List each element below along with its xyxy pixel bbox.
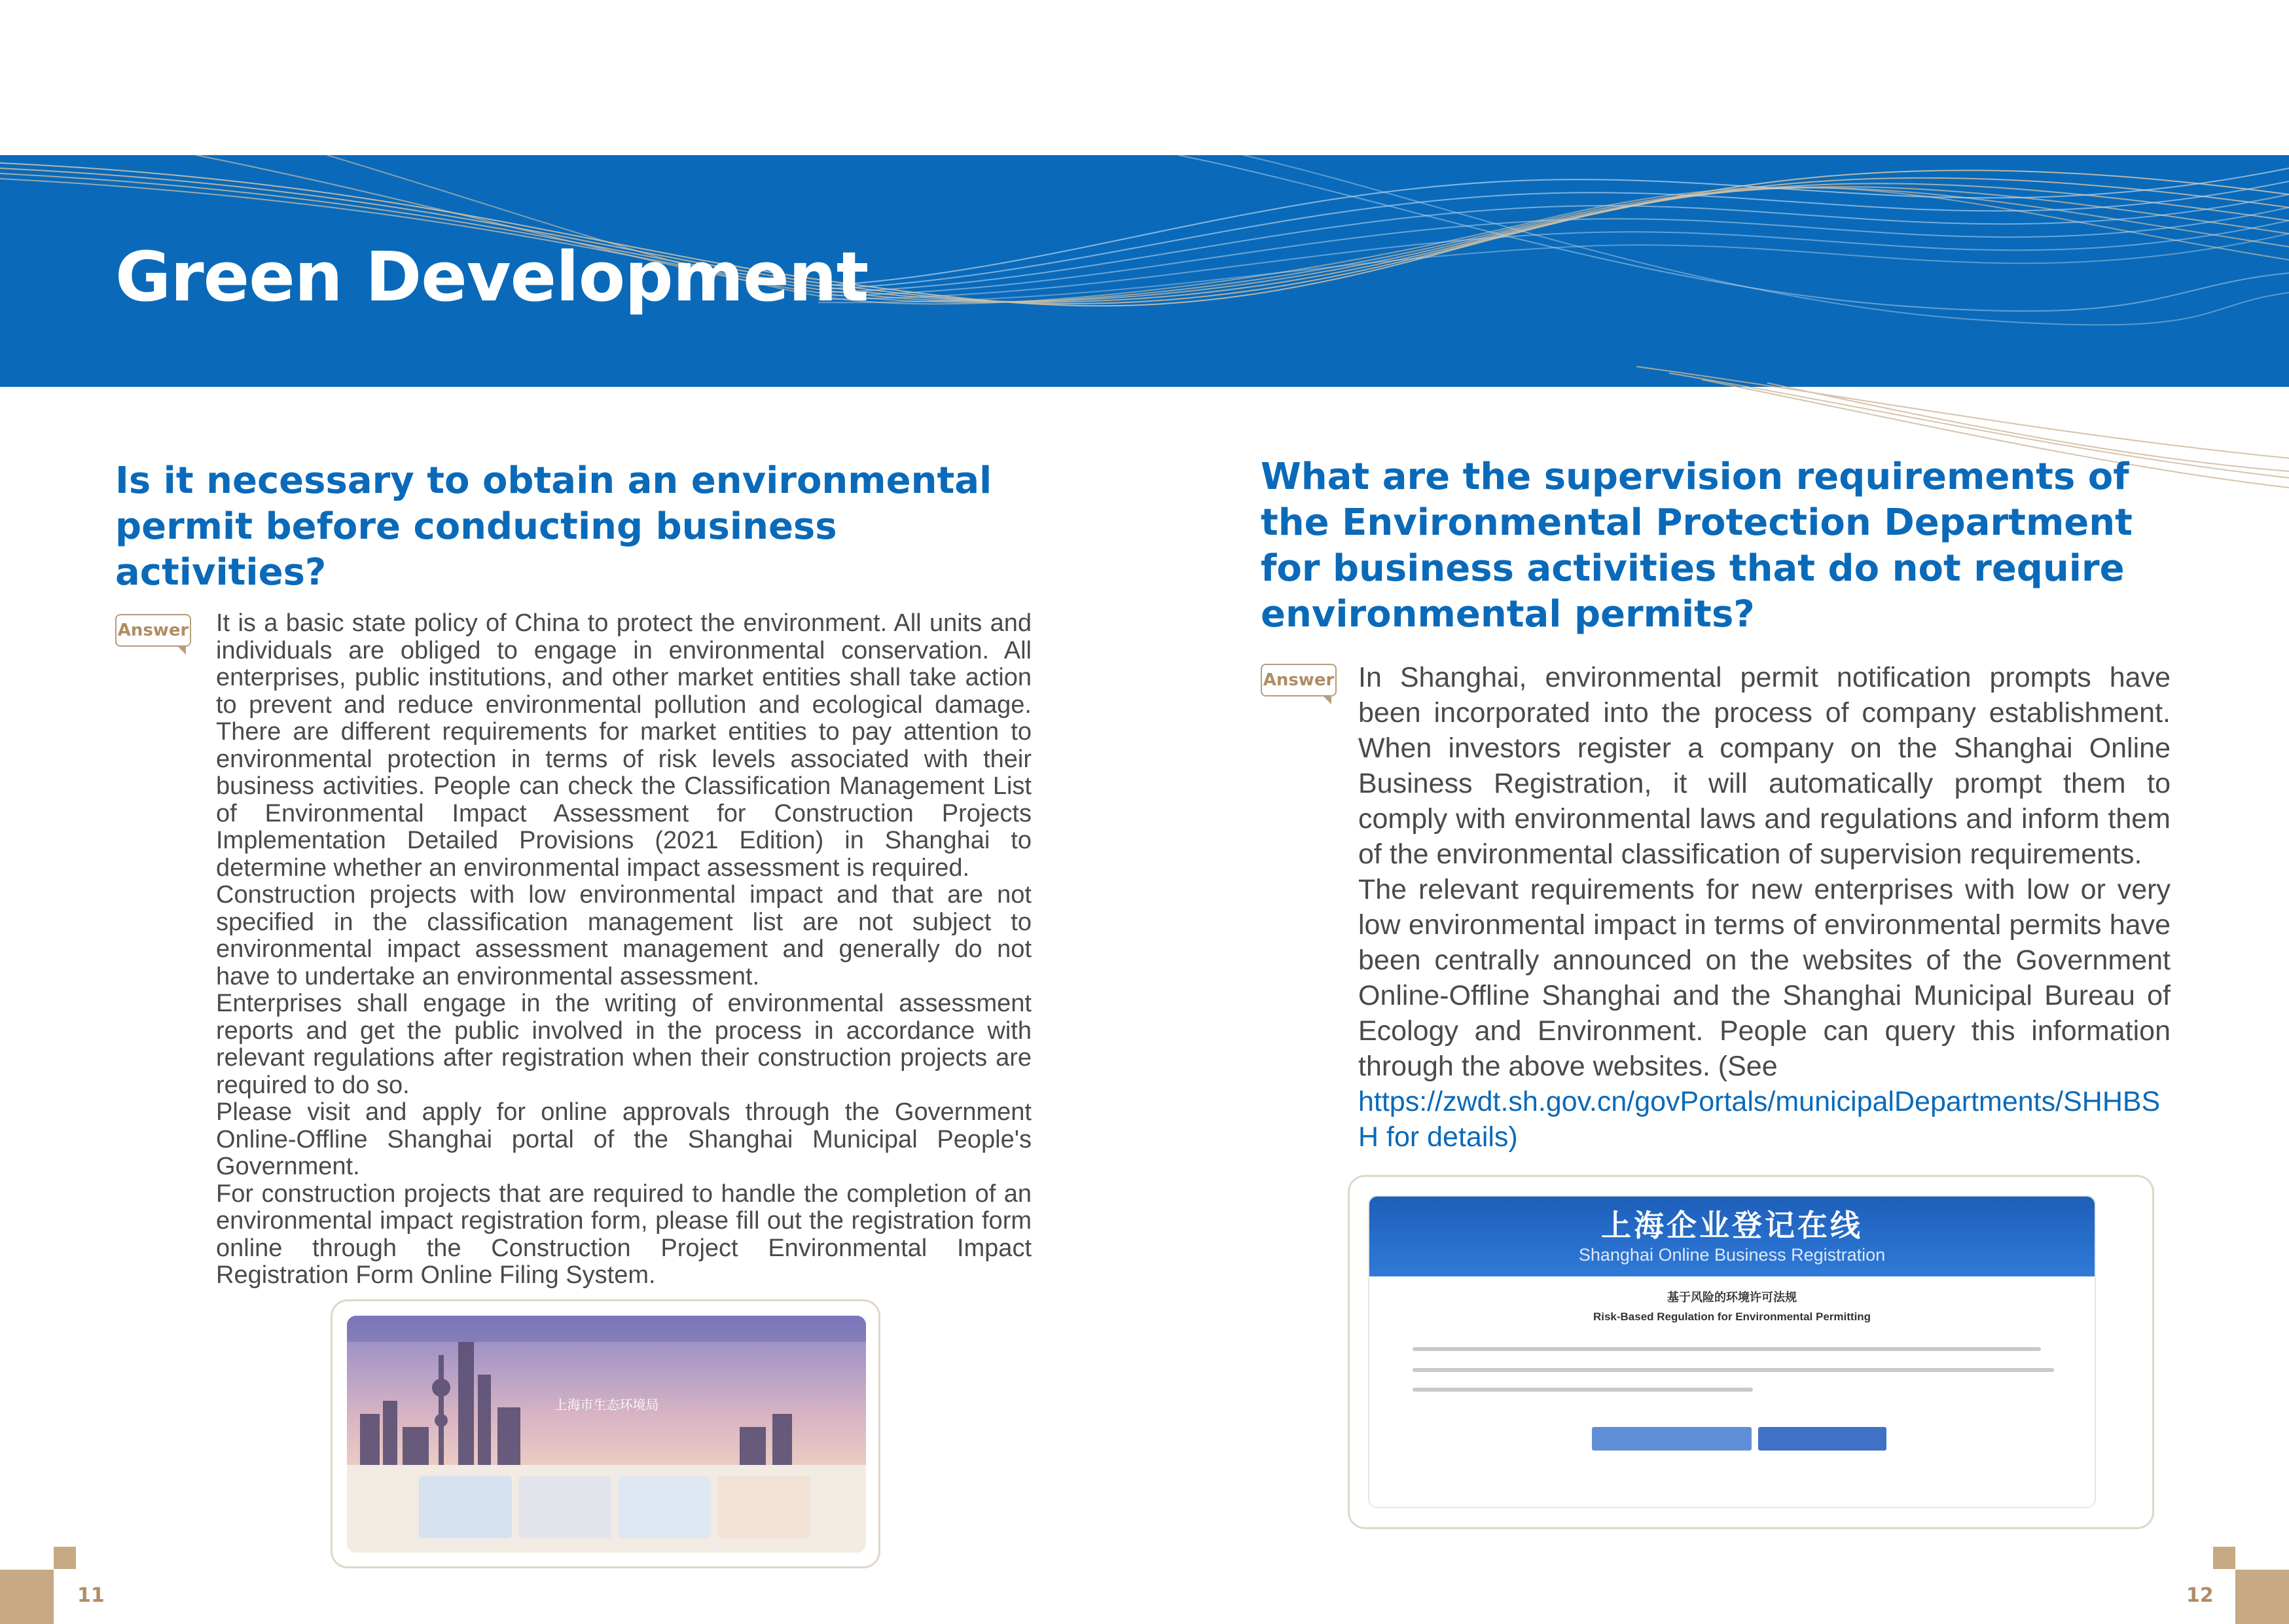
- right-answer-block: [1261, 660, 2171, 1155]
- right-question: What are the supervision requirements of the Environmental Protection Department for business activities that do not require environmental permits?: [1261, 456, 2133, 636]
- left-answer-block: [115, 610, 1032, 1290]
- answer-paragraph: Construction projects with low environmental impact and that are not specified in the classification management list are not subject to environmental impact assessment management and generally do not have to undertake an environmental assessment.: [216, 881, 1032, 990]
- answer-tag: Answer: [115, 614, 191, 647]
- corner-square-decoration: [0, 1570, 54, 1624]
- registration-text-line: [1413, 1347, 2041, 1351]
- registration-button[interactable]: [1758, 1427, 1886, 1451]
- banner-title: Green Development: [115, 237, 869, 317]
- right-column: [1261, 454, 2171, 1155]
- answer-paragraph: For construction projects that are required to handle the completion of an environmental impact registration form, please fill out the registration form online through the Construction Project Environmental Impact Registration Form Online Filing System.: [216, 1180, 1032, 1289]
- answer-paragraph: Enterprises shall engage in the writing of environmental assessment reports and get the public involved in the process in accordance with relevant regulations after registration when their construction projects are required to do so.: [216, 990, 1032, 1099]
- right-answer-text: [1358, 660, 2171, 1155]
- page-number-left: 11: [77, 1584, 105, 1607]
- registration-button[interactable]: [1592, 1427, 1752, 1451]
- registration-text-line: [1413, 1368, 2054, 1372]
- page-number-right: 12: [2186, 1584, 2214, 1607]
- answer-paragraph: The relevant requirements for new enterprises with low or very low environmental impact in terms of environmental permits have been centrally announced on the websites of the Government Online-Offline Shanghai and the Shanghai Municipal Bureau of Ecology and Environment. People can query this information through the above websites. (See: [1358, 874, 2171, 1082]
- left-answer-text: [216, 610, 1032, 1290]
- website-title: 上海市生态环境局: [554, 1398, 659, 1413]
- registration-screenshot-frame: [1348, 1175, 2154, 1529]
- left-column: [115, 458, 1032, 1290]
- answer-paragraph: Please visit and apply for online approvals through the Government Online-Offline Shanghai portal of the Shanghai Municipal People's Government.: [216, 1098, 1032, 1180]
- website-card: [419, 1476, 512, 1538]
- registration-text-line: [1413, 1388, 1753, 1392]
- website-nav-bar: [347, 1316, 866, 1342]
- left-question: Is it necessary to obtain an environmental permit before conducting business activities?: [115, 460, 992, 594]
- answer-paragraph: In Shanghai, environmental permit notification prompts have been incorporated into the process of company establishment. When investors register a company on the Shanghai Online Business Registration, it will automatically prompt them to comply with environmental laws and regulations and inform them of the environmental classification of supervision requirements.: [1358, 662, 2171, 870]
- details-link[interactable]: https://zwdt.sh.gov.cn/govPortals/municipalDepartments/SHHBSH for details): [1358, 1086, 2161, 1153]
- registration-title-cn: 上海企业登记在线: [1601, 1208, 1863, 1243]
- header-banner: [0, 155, 2289, 387]
- website-screenshot: [347, 1316, 866, 1553]
- registration-screenshot: [1368, 1195, 2096, 1508]
- answer-paragraph: It is a basic state policy of China to protect the environment. All units and individuals are obliged to engage in environmental conservation. All enterprises, public institutions, and other market entities shall take action to prevent and reduce environmental pollution and ecological damage. There are different requirements for market entities to pay attention to environmental protection in terms of risk levels associated with their business activities. People can check the Classification Management List of Environmental Impact Assessment for Construction Projects Implementation Detailed Provisions (2021 Edition) in Shanghai to determine whether an environmental impact assessment is required.: [216, 609, 1032, 882]
- registration-subtitle-en: Risk-Based Regulation for Environmental Permitting: [1593, 1310, 1871, 1323]
- website-card: [618, 1476, 711, 1538]
- answer-tag: Answer: [1261, 664, 1337, 696]
- registration-subtitle-cn: 基于风险的环境许可法规: [1667, 1291, 1797, 1304]
- registration-header: [1369, 1197, 2095, 1276]
- website-card: [518, 1476, 611, 1538]
- corner-square-decoration: [2235, 1570, 2289, 1624]
- website-screenshot-frame: [331, 1299, 880, 1568]
- corner-square-decoration: [2213, 1547, 2235, 1569]
- website-card: [717, 1476, 810, 1538]
- registration-title-en: Shanghai Online Business Registration: [1578, 1245, 1886, 1265]
- corner-square-decoration: [54, 1547, 76, 1569]
